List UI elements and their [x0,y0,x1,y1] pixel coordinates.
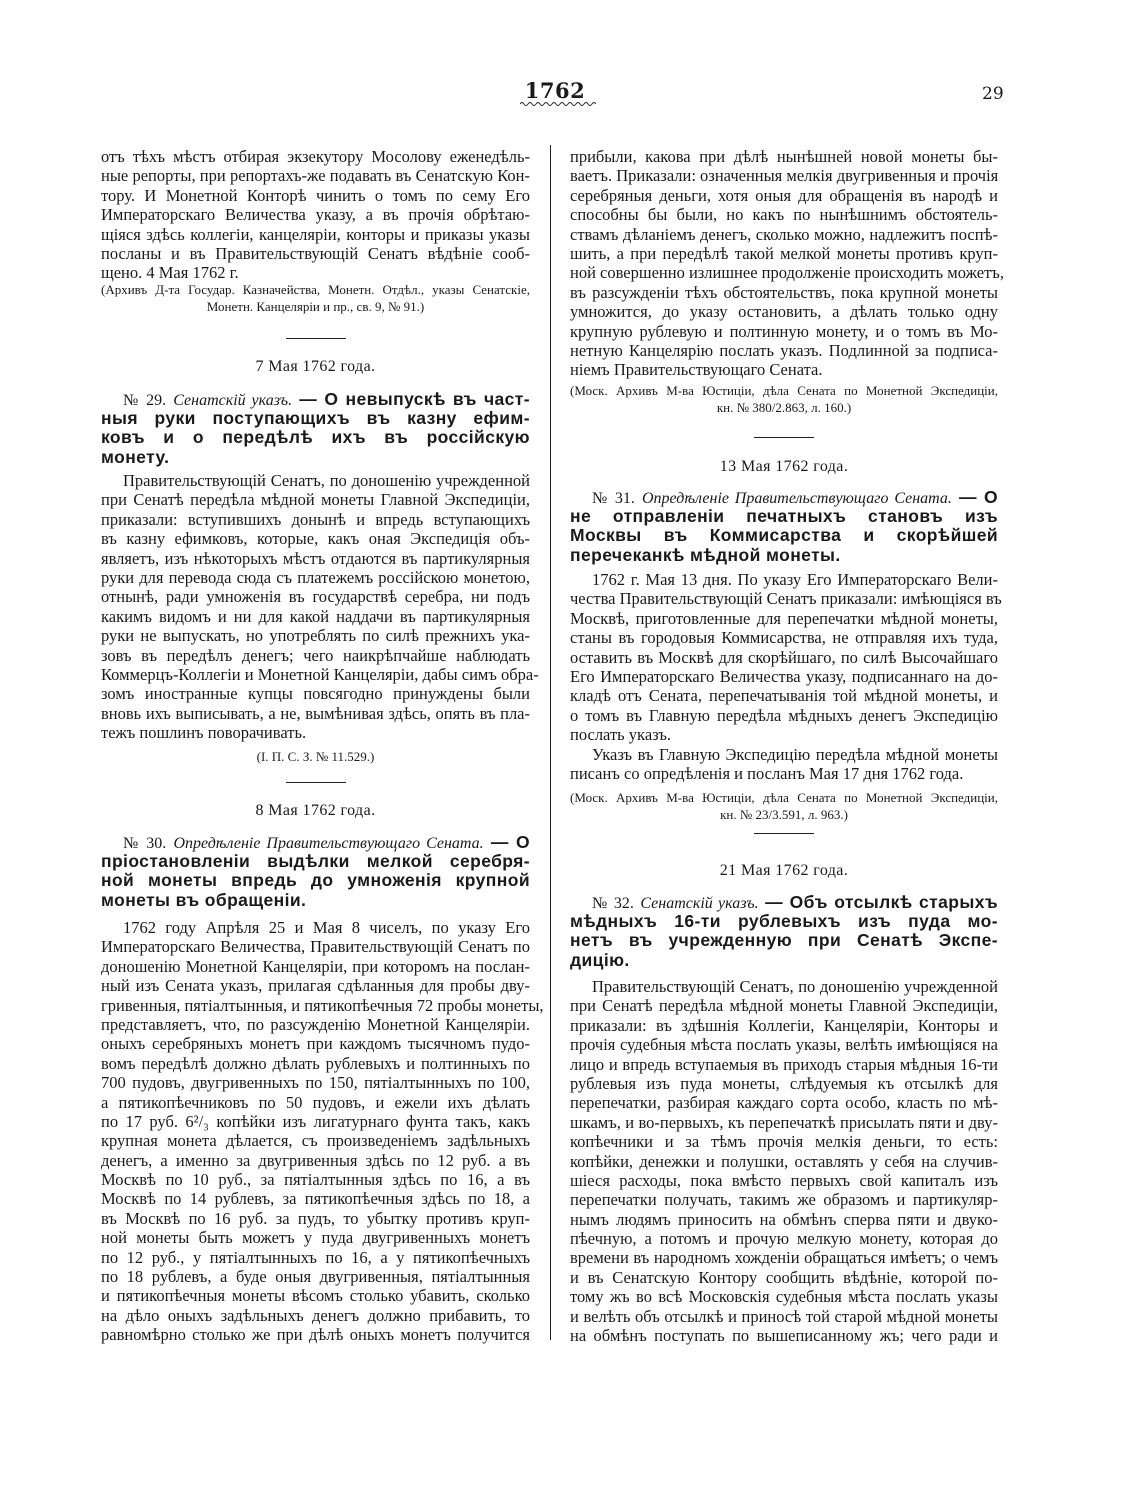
paragraph [570,147,1004,380]
text-line: являетъ, изъ нѣкоторыхъ мѣстъ отдаются въ партикулярныя [101,548,530,568]
text-line: станы въ городовыя Коммисарства, не отправляя ихъ туда, [570,628,998,648]
heading-line [101,390,530,409]
paragraph [101,918,544,1345]
text-line: ствамъ дѣланіемъ денегъ, сколько можно, надлежитъ поспѣ- [570,224,998,244]
text-line: какимъ видомъ и ни для какой наддачи въ партикулярныя [101,606,530,626]
text-line: на обмѣнъ поступать по вышеписанному жъ; чего ради и [570,1326,998,1346]
text-line: тому жъ во всѣ Московскія судебныя мѣста послать указы [570,1287,998,1307]
text-line: шить, а при передѣлѣ такой мелкой монеты противъ круп- [570,243,998,263]
document-number: № 32. [592,895,634,912]
text-line: способны бы были, но какъ по нынѣшнимъ обстоятель- [570,205,998,225]
text-line: Москвѣ по 14 рублевъ, за пятикопѣечныя здѣсь по 18, а [101,1189,530,1209]
text-line: по 18 рублевъ, а буде оныя двугривенныя, пятіалтынныя [101,1267,530,1287]
text-line: вновь ихъ выписывать, а не, вымѣнивая здѣсь, опять въ пла- [101,703,530,723]
text-line: нетную Канцелярію послать указъ. Подлинной за подписа- [570,340,998,360]
running-header-year: 1762 [524,78,586,103]
text-line: ваетъ. Приказали: означенныя мелкія двугривенныя и прочія [570,166,999,186]
document-number: № 31. [592,490,635,507]
text-line: чества Правительствующій Сенатъ приказали: имѣющіяся въ [570,589,1002,609]
text-line: ный изъ Сената указъ, прилагая сдѣланныя для пробы дву- [101,976,530,996]
text-line: 700 пудовъ, двугривенныхъ по 150, пятіалтынныхъ по 100, [101,1073,530,1093]
header-wavy-underline [520,101,596,107]
section-date: 13 Мая 1762 года. [719,458,849,475]
text-line: приказали: вступившихъ донынѣ и впредь вступающихъ [101,509,530,529]
text-line: Императорскаго Величества, Правительствующій Сенатъ по [101,937,530,957]
text-line: по 12 руб., у пятіалтынныхъ по 16, а у пятикопѣечныхъ [101,1247,530,1267]
heading-line: монету. [101,446,170,467]
text-line: равномѣрно столько же при дѣлѣ оныхъ монетъ получится [101,1325,530,1345]
heading-line: перечеканкѣ мѣдной монеты. [570,544,841,565]
heading-line: Москвы въ Коммисарства и скорѣйшей [570,525,998,546]
document-heading [101,833,530,910]
text-line: по 17 руб. 6²/₃ копѣйки изъ лигатурнаго фунта такъ, какъ [101,1111,530,1131]
text-line: на дѣло оныхъ задѣльныхъ денегъ должно прибавить, то [101,1305,530,1325]
paragraph [101,147,530,283]
text-line: прочія судебныя мѣста послать указы, велѣть имѣющіяся на [570,1035,998,1055]
source-citation [101,282,530,315]
text-line: ной монеты быть можетъ у пуда двугривенныхъ монетъ [101,1228,530,1248]
paragraph [101,471,539,743]
text-line: крупную рублевую и полтинную монету, и о томъ въ Мо- [570,321,998,341]
text-line: лицо и впредь вступаемыя въ приходъ старыя мѣдныя 16-ти [570,1054,998,1074]
text-line: зовъ въ передѣлъ денегъ; чего наикрѣпчайше наблюдать [101,645,530,665]
citation-line: (Моск. Архивъ М-ва Юстиціи, дѣла Сената по Монетной Экспедиціи, [570,790,998,805]
text-line: вомъ передѣлѣ должно дѣлать рублевыхъ и полтинныхъ по [101,1053,530,1073]
text-line: шкамъ, и во-первыхъ, къ перепечаткѣ присылать пяти и дву- [570,1112,998,1132]
text-line: оставить въ Москвѣ для скорѣйшаго, по силѣ Высочайшаго [570,647,998,667]
section-divider [754,833,814,834]
text-line: въ разсужденіи тѣхъ обстоятельствъ, пока крупной монеты [570,282,998,302]
text-line: и въ Сенатскую Контору сообщить вѣдѣніе, которой по- [570,1267,998,1287]
text-line: Указъ въ Главную Экспедицію передѣла мѣдной монеты [592,745,998,764]
paragraph [570,570,1002,745]
document-kind: Опредѣленіе Правительствующаго Сената. [642,490,952,507]
text-line: Его Императорскаго Величества указу, подписаннаго на до- [570,666,998,686]
document-kind: Опредѣленіе Правительствующаго Сената. [173,835,484,852]
text-line: о томъ въ Главную передѣла мѣдныхъ денегъ Экспедицію [570,705,998,725]
text-line: перепечатки получать, такимъ же образомъ и партикуляр- [570,1190,998,1210]
heading-line [101,833,530,852]
text-line: пѣечную, а потомъ и прочую мелкую монету, которая до [570,1229,998,1249]
text-line: оныхъ серебряныхъ монетъ при каждомъ тысячномъ пудо- [101,1034,530,1054]
paragraph [570,745,998,784]
text-line: доношенію Монетной Канцеляріи, при которомъ на послан- [101,956,530,976]
text-line: писанъ со опредѣленія и посланъ Мая 17 дня 1762 года. [570,764,964,784]
text-line: представляетъ, что, по разсужденію Монетной Канцеляріи. [101,1014,530,1034]
text-line: крупная монета дѣлается, съ произведеніемъ задѣльныхъ [101,1131,530,1151]
heading-line: монеты въ обращеніи. [101,889,307,910]
heading-line: дицію. [570,949,630,970]
text-line: перепечатки, разбирая каждаго сорта особо, класть по мѣ- [570,1093,998,1113]
heading-line: нетъ въ учрежденную при Сенатѣ Экспе- [570,930,998,951]
text-line: щено. 4 Мая 1762 г. [101,263,239,283]
citation-line: (I. П. С. З. № 11.529.) [256,749,375,764]
text-line: и велѣть объ отсылкѣ и приносѣ той старой мѣдной монеты [570,1306,998,1326]
text-line: посланы и въ Правительствующій Сенатъ вѣдѣніе сооб- [101,243,530,263]
text-line: отнынѣ, ради умноженія въ государствѣ серебра, ни подъ [101,587,530,607]
text-line: руки для перевода сюда съ платежемъ россійскою монетою, [101,567,530,587]
text-line: умножится, до указу остановить, а дѣлать только одну [570,302,998,322]
heading-line: ковъ и о передѣлѣ ихъ въ россійскую [101,427,530,448]
text-line: Правительствующій Сенатъ, по доношенію учрежденной [592,977,998,996]
text-line: ніемъ Правительствующаго Сената. [570,360,823,380]
text-line: 1762 году Апрѣля 25 и Мая 8 чиселъ, по указу Его [123,918,530,937]
text-line: Москвѣ по 10 руб., за пятіалтынныя здѣсь по 16, а въ [101,1170,530,1190]
text-line: времени въ народномъ хожденіи обращаться имѣетъ; о чемъ [570,1248,998,1268]
section-date: 7 Мая 1762 года. [255,358,376,375]
text-line: тежъ пошлинъ поворачивать. [101,723,307,743]
heading-line [570,488,998,507]
text-line: рублевыя изъ пуда монеты, слѣдуемыя къ отсылкѣ для [570,1073,998,1093]
text-line: тору. И Монетной Конторѣ чинить о томъ по сему Его [101,185,530,205]
heading-line: ной монеты впредь до умноженія крупной [101,870,530,891]
text-line: при Сенатѣ передѣла мѣдной монеты Главной Экспедиціи, [101,490,530,510]
text-line: ной совершенно излишнее продолженіе происходить можетъ, [570,263,1004,283]
text-line: нымъ людямъ приносить на обмѣнъ сперва пяти и двуко- [570,1209,998,1229]
heading-line: пріостановленіи выдѣлки мелкой серебря- [101,851,530,872]
text-line: гривенныя, пятіалтынныя, и пятикопѣечныя 72 пробы монеты, [101,995,544,1015]
section-date: 8 Мая 1762 года. [255,802,376,819]
text-line: Правительствующій Сенатъ, по доношенію учрежденной [123,471,530,490]
text-line: копѣйки, денежки и полушки, оставлять у себя на случив- [570,1151,998,1171]
citation-line: кн. № 380/2.863, л. 160.) [716,399,852,415]
text-line: денегъ, а именно за двугривенныя здѣсь по 12 руб. а въ [101,1150,530,1170]
document-kind: Сенатскій указъ. [173,392,293,409]
source-citation [570,790,998,823]
heading-title-start: — О [959,487,999,507]
text-line: копѣечники и за тѣмъ прочія мелкія деньги, то есть: [570,1132,998,1152]
text-line: шіеся расходы, пока вмѣсто первыхъ свой капиталъ изъ [570,1170,998,1190]
text-line: Коммерцъ-Коллегіи и Монетной Канцеляріи, дабы симъ обра- [101,664,539,684]
heading-line [570,893,998,912]
heading-title-start: — О [490,832,531,852]
heading-line: мѣдныхъ 16-ти рублевыхъ изъ пуда мо- [570,911,998,932]
source-citation [570,383,998,416]
text-line: зомъ иностранные купцы повсягодно принуждены были [101,684,530,704]
section-divider [286,338,346,339]
citation-line: кн. № 23/3.591, л. 963.) [720,806,848,822]
text-line: серебряныя деньги, хотя оныя для обращенія въ народѣ и [570,185,998,205]
text-line: въ казну ефимковъ, которые, какъ оная Экспедиція объ- [101,529,530,549]
text-line: при Сенатѣ передѣла мѣдной монеты Главной Экспедиціи, [570,996,998,1016]
document-heading [101,390,530,467]
text-line: приказали: въ здѣшнія Коллегіи, Канцеляріи, Конторы и [570,1015,998,1035]
section-date: 21 Мая 1762 года. [719,862,849,879]
section-divider [286,782,346,783]
document-heading [570,488,998,565]
text-line: ные репорты, при репортахъ-же подавать въ Сенатскую Кон- [101,166,530,186]
heading-title-start: — Объ отсылкѣ старыхъ [765,892,999,912]
section-divider [754,437,814,438]
citation-line: Монетн. Канцеляріи и пр., св. 9, № 91.) [206,298,425,314]
citation-line: (Архивъ Д-та Государ. Казначейства, Монетн. Отдѣл., указы Сенатскіе, [101,282,530,297]
text-line: 1762 г. Мая 13 дня. По указу Его Императорскаго Вели- [592,570,998,589]
document-number: № 30. [123,835,167,852]
text-line: и пятикопѣечныя монеты вѣсомъ столько убавить, сколько [101,1286,530,1306]
document-number: № 29. [123,392,167,409]
text-line: послать указъ. [570,725,672,745]
text-line: въ Москвѣ по 16 руб. за пудъ, то убытку противъ круп- [101,1208,530,1228]
paragraph [570,977,998,1345]
text-line: Москвѣ, приготовленные для перепечатки мѣдной монеты, [570,608,998,628]
heading-title-start: — О невыпускѣ въ част- [299,389,531,409]
text-line: кладѣ отъ Сената, перепечатыванія той мѣдной монеты, и [570,686,998,706]
column-divider-rule [550,145,551,1340]
source-citation [101,749,530,766]
text-line: прибыли, какова при дѣлѣ нынѣшней новой монеты бы- [570,147,998,166]
text-line: Императорскаго Величества указу, а въ прочія обрѣтаю- [101,205,530,225]
heading-line: не отправленіи печатныхъ становъ изъ [570,506,998,527]
page-number: 29 [982,84,1004,104]
citation-line: (Моск. Архивъ М-ва Юстиціи, дѣла Сената по Монетной Экспедиціи, [570,383,998,398]
document-heading [570,893,998,970]
text-line: а пятикопѣечниковъ по 50 пудовъ, и ежели ихъ дѣлать [101,1092,530,1112]
text-line: отъ тѣхъ мѣстъ отбирая экзекутору Мосолову еженедѣль- [101,147,530,166]
text-line: руки не выпускать, но употреблять по силѣ прежнихъ ука- [101,626,530,646]
text-line: щіяся здѣсь коллегіи, канцеляріи, конторы и приказы указы [101,224,530,244]
heading-line: ныя руки поступающихъ въ казну ефим- [101,408,530,429]
document-kind: Сенатскій указъ. [640,895,759,912]
